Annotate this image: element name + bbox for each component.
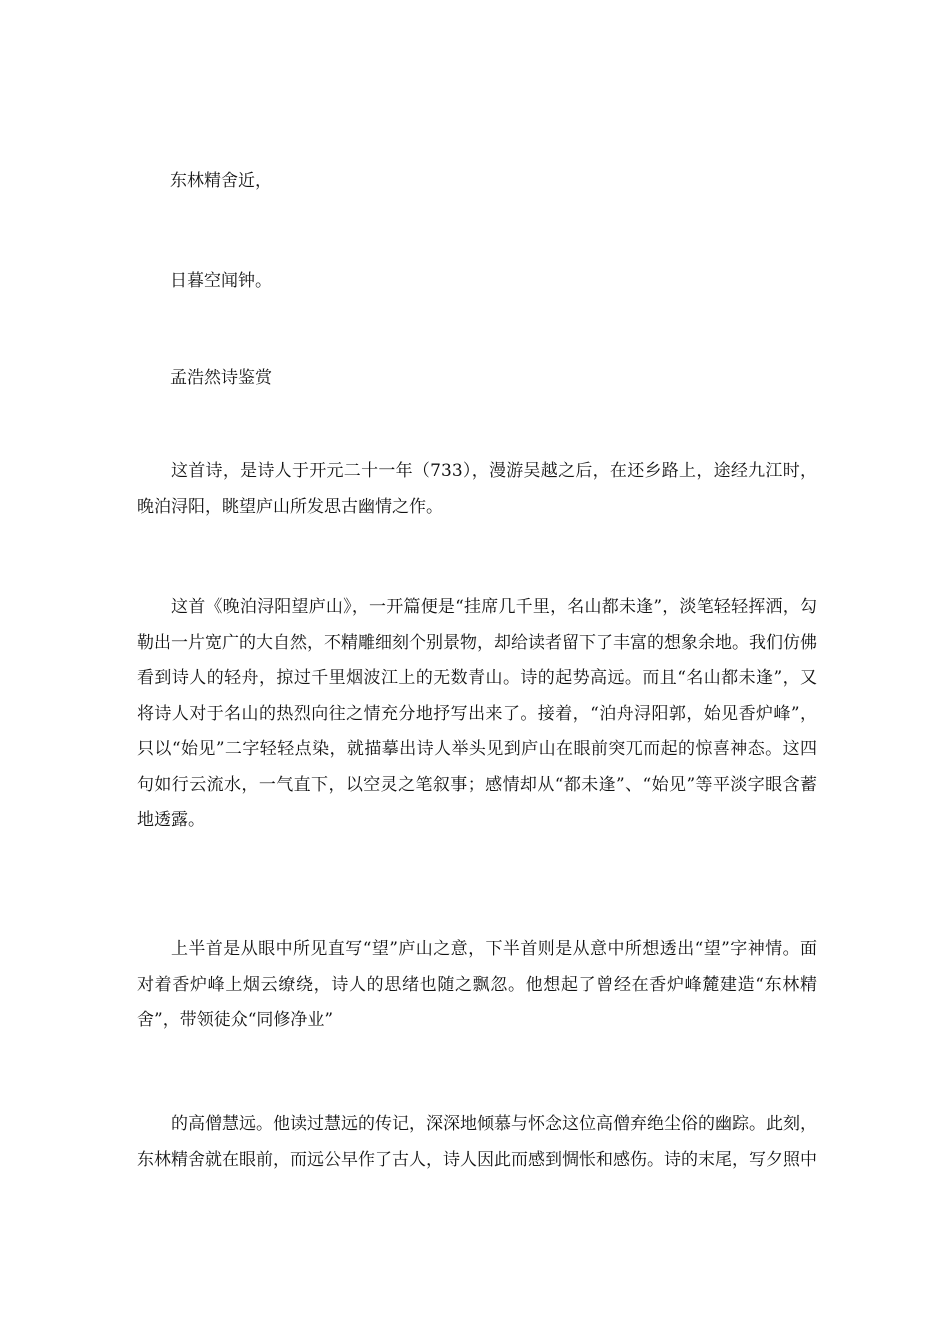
paragraph-analysis-2: 上半首是从眼中所见直写“望”庐山之意，下半首则是从意中所想透出“望”字神情。面对着香炉峰上烟云缭绕，诗人的思绪也随之飘忽。他想起了曾经在香炉峰麓建造“东林精舍”，带领徒众“同修净业” bbox=[137, 939, 817, 1030]
poem-line-2: 日暮空闻钟。 bbox=[170, 271, 272, 291]
paragraph-analysis-3: 的高僧慧远。他读过慧远的传记，深深地倾慕与怀念这位高僧弃绝尘俗的幽踪。此刻，东林精舍就在眼前，而远公早作了古人，诗人因此而感到惆怅和感伤。诗的末尾，写夕照中 bbox=[137, 1114, 817, 1170]
paragraph-analysis-1: 这首《晚泊浔阳望庐山》，一开篇便是“挂席几千里，名山都未逢”，淡笔轻轻挥洒，勾勒出一片宽广的大自然，不精雕细刻个别景物，却给读者留下了丰富的想象余地。我们仿佛看到诗人的轻舟，掠过千里烟波江上的无数青山。诗的起势高远。而且“名山都未逢”，又将诗人对于名山的热烈向往之情充分地抒写出来了。接着，“泊舟浔阳郭，始见香炉峰”，只以“始见”二字轻轻点染，就描摹出诗人举头见到庐山在眼前突兀而起的惊喜神态。这四句如行云流水，一气直下，以空灵之笔叙事；感情却从“都未逢”、“始见”等平淡字眼含蓄地透露。 bbox=[137, 597, 817, 830]
poem-line-1: 东林精舍近， bbox=[170, 171, 272, 191]
section-heading: 孟浩然诗鉴赏 bbox=[170, 368, 272, 388]
paragraph-intro: 这首诗，是诗人于开元二十一年（733），漫游吴越之后，在还乡路上，途经九江时，晚泊浔阳，眺望庐山所发思古幽情之作。 bbox=[137, 461, 817, 517]
